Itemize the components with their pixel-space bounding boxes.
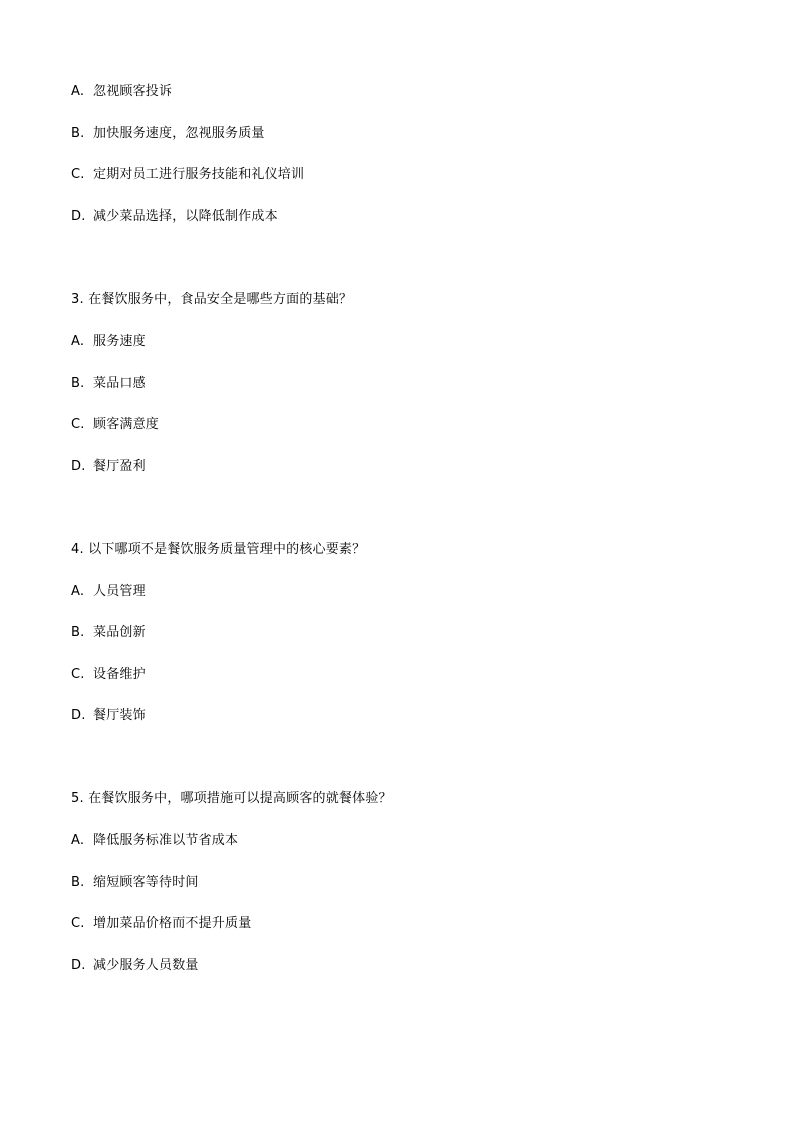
q2-option-c [71,167,304,183]
option-text: 忽视顾客投诉 [93,84,173,99]
q4-option-d [71,708,146,724]
option-letter: A. [71,833,85,848]
option-letter: A. [71,84,85,99]
option-text: 缩短顾客等待时间 [93,875,199,890]
option-letter: C. [71,167,85,182]
q3-option-d [71,459,146,475]
option-text: 人员管理 [93,584,146,599]
q3-option-a [71,334,146,350]
q3-question: 3. 在餐饮服务中，食品安全是哪些方面的基础？ [71,292,353,307]
option-text: 顾客满意度 [93,417,160,432]
q5-option-a [71,833,238,849]
option-text: 减少服务人员数量 [93,958,199,973]
q2-option-a [71,84,172,100]
option-letter: D. [71,958,86,973]
option-text: 服务速度 [93,334,146,349]
q2-option-b [71,126,265,142]
option-letter: C. [71,916,85,931]
option-letter: B. [71,625,85,640]
q4-question: 4. 以下哪项不是餐饮服务质量管理中的核心要素？ [71,542,366,557]
q5-option-d [71,958,199,974]
option-letter: D. [71,459,86,474]
q2-option-d [71,209,278,225]
option-letter: C. [71,417,85,432]
option-letter: B. [71,376,85,391]
q5-option-b [71,875,199,891]
option-text: 餐厅盈利 [93,459,146,474]
option-letter: B. [71,126,85,141]
option-text: 加快服务速度，忽视服务质量 [93,126,265,141]
q5-option-c [71,916,251,932]
option-text: 减少菜品选择，以降低制作成本 [93,209,278,224]
option-text: 菜品创新 [93,625,146,640]
q4-option-c [71,667,146,683]
option-letter: C. [71,667,85,682]
option-text: 定期对员工进行服务技能和礼仪培训 [93,167,305,182]
option-letter: D. [71,708,86,723]
q3-option-b [71,376,146,392]
option-letter: A. [71,334,85,349]
q5-question: 5. 在餐饮服务中，哪项措施可以提高顾客的就餐体验？ [71,791,392,806]
q4-option-a [71,584,146,600]
option-text: 降低服务标准以节省成本 [93,833,239,848]
option-text: 菜品口感 [93,376,146,391]
q4-option-b [71,625,146,641]
option-letter: D. [71,209,86,224]
option-text: 餐厅装饰 [93,708,146,723]
q3-option-c [71,417,159,433]
option-text: 设备维护 [93,667,146,682]
option-letter: A. [71,584,85,599]
option-letter: B. [71,875,85,890]
option-text: 增加菜品价格而不提升质量 [93,916,252,931]
